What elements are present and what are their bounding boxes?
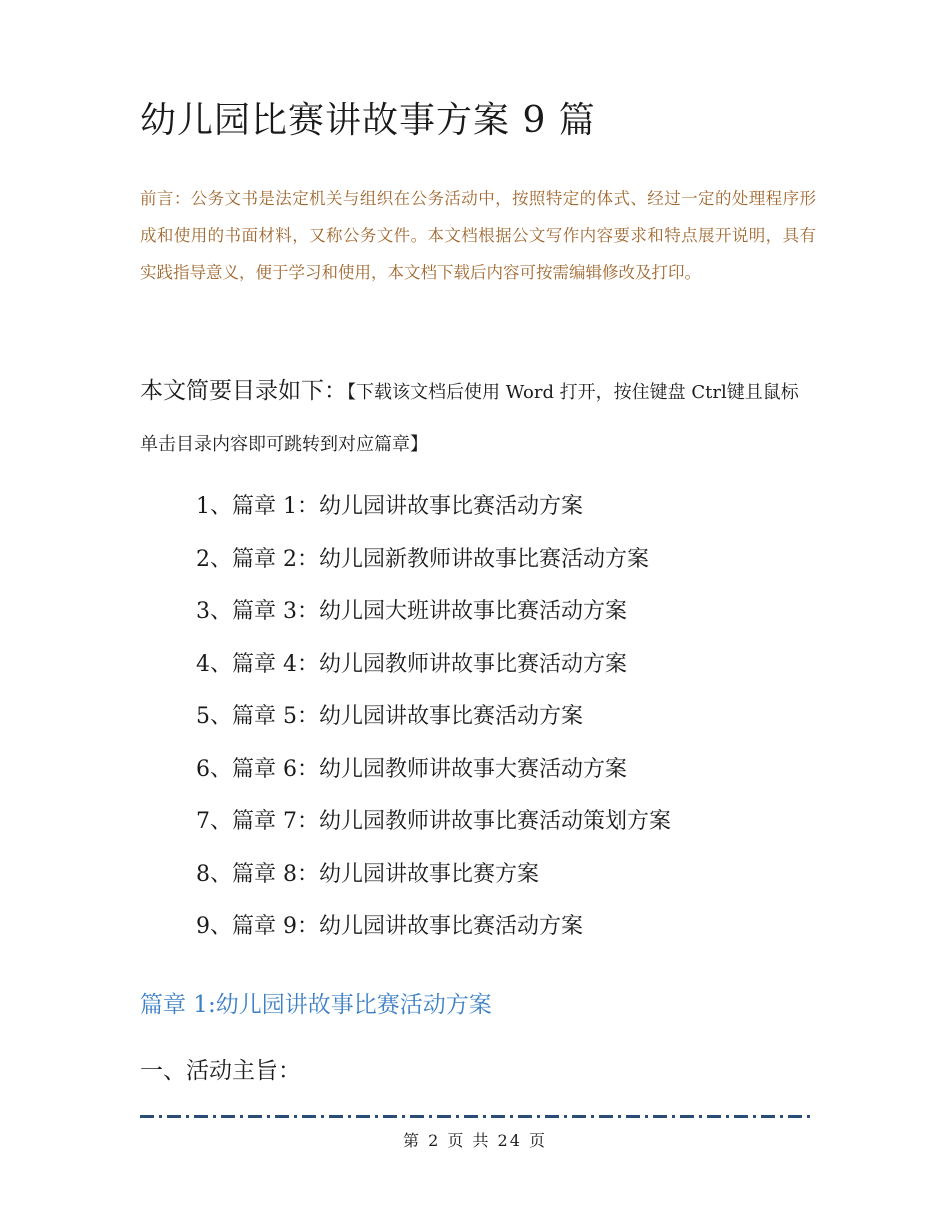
section-heading: 一、活动主旨：	[140, 1058, 301, 1084]
toc-intro	[140, 365, 816, 471]
toc-item[interactable]: 4、篇章 4：幼儿园教师讲故事比赛活动方案	[196, 651, 627, 677]
preface-paragraph: 前言：公务文书是法定机关与组织在公务活动中，按照特定的体式、经过一定的处理程序形成和使用的书面材料，又称公务文件。本文档根据公文写作内容要求和特点展开说明，具有实践指导意义，便于学习和使用，本文档下载后内容可按需编辑修改及打印。	[140, 189, 816, 282]
toc-item[interactable]: 7、篇章 7：幼儿园教师讲故事比赛活动策划方案	[196, 809, 671, 834]
toc-item[interactable]: 8、篇章 8：幼儿园讲故事比赛方案	[196, 861, 539, 887]
toc-item[interactable]: 3、篇章 3：幼儿园大班讲故事比赛活动方案	[196, 599, 627, 624]
toc-item[interactable]: 2、篇章 2：幼儿园新教师讲故事比赛活动方案	[196, 546, 649, 572]
toc-item[interactable]: 9、篇章 9：幼儿园讲故事比赛活动方案	[196, 914, 583, 939]
toc-item[interactable]: 6、篇章 6：幼儿园教师讲故事大赛活动方案	[196, 756, 627, 782]
toc-item[interactable]: 5、篇章 5：幼儿园讲故事比赛活动方案	[196, 704, 583, 729]
document-title: 幼儿园比赛讲故事方案 9 篇	[140, 100, 596, 141]
chapter-heading: 篇章 1:幼儿园讲故事比赛活动方案	[140, 992, 492, 1018]
page-number-footer: 第 2 页 共 24 页	[403, 1131, 547, 1150]
table-of-contents	[196, 484, 671, 957]
toc-intro-label: 本文简要目录如下：	[140, 378, 347, 404]
toc-intro-note: 【下载该文档后使用 Word 打开，按住键盘 Ctrl键且鼠标单击目录内容即可跳转到对应篇章】	[140, 382, 799, 455]
footer-divider	[140, 1115, 812, 1118]
toc-item[interactable]: 1、篇章 1：幼儿园讲故事比赛活动方案	[196, 494, 583, 519]
